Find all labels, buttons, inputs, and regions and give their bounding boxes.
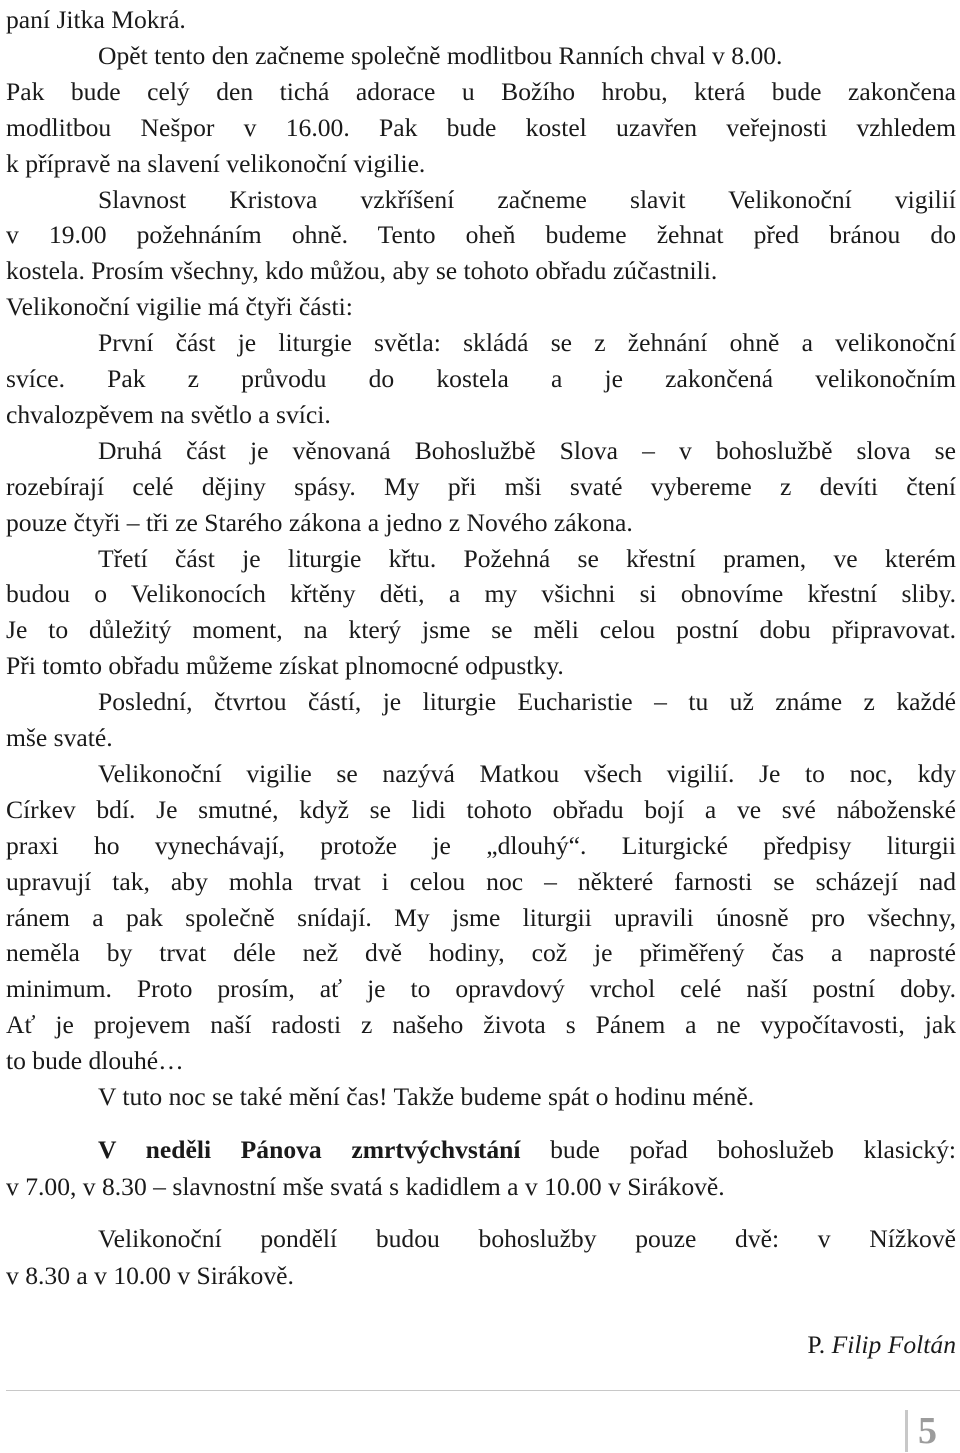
signature-name: Filip Foltán <box>831 1330 956 1359</box>
text-line: Velikonoční vigilie má čtyři části: <box>6 292 353 322</box>
text-line: mše svaté. <box>6 723 113 752</box>
text-line: Církev bdí. Je smutné, když se lidi tohoto obřadu bojí a ve své náboženské <box>6 794 956 824</box>
text-line: minimum. Proto prosím, ať je to opravdový vrchol celé naší postní doby. <box>6 974 956 1004</box>
text-line: Slavnost Kristova vzkříšení začneme slavit Velikonoční vigilií <box>98 184 956 214</box>
text-line: v 19.00 požehnáním ohně. Tento oheň budeme žehnat před bránou do <box>6 220 956 250</box>
sunday-line-1 <box>98 1135 956 1165</box>
text-line: kostela. Prosím všechny, kdo můžou, aby se tohoto obřadu zúčastnili. <box>6 256 718 286</box>
signature-prefix: P. <box>807 1330 832 1359</box>
text-line: Opět tento den začneme společně modlitbou Ranních chval v 8.00. <box>98 40 783 70</box>
monday-line-2: v 8.30 a v 10.00 v Sirákově. <box>6 1261 294 1290</box>
text-line: Druhá část je věnovaná Bohoslužbě Slova – v bohoslužbě slova se <box>98 435 956 465</box>
text-line: svíce. Pak z průvodu do kostela a je zakončená velikonočním <box>6 364 956 393</box>
text-line: chvalozpěvem na světlo a svíci. <box>6 399 331 429</box>
text-line: Při tomto obřadu můžeme získat plnomocné odpustky. <box>6 651 564 681</box>
text-line: to bude dlouhé… <box>6 1046 184 1076</box>
text-line: Velikonoční vigilie se nazývá Matkou všech vigilií. Je to noc, kdy <box>98 758 956 788</box>
sunday-heading-rest: bude pořad bohoslužeb klasický: <box>520 1135 956 1164</box>
text-line: První část je liturgie světla: skládá se z žehnání ohně a velikonoční <box>98 328 956 358</box>
text-line: Poslední, čtvrtou částí, je liturgie Eucharistie – tu už známe z každé <box>98 687 956 717</box>
text-line: k přípravě na slavení velikonoční vigilie. <box>6 148 426 178</box>
text-line: Třetí část je liturgie křtu. Požehná se křestní pramen, ve kterém <box>98 543 956 573</box>
text-line: rozebírají celé dějiny spásy. My při mši svaté vybereme z devíti čtení <box>6 471 956 501</box>
sunday-line-2: v 7.00, v 8.30 – slavnostní mše svatá s kadidlem a v 10.00 v Sirákově. <box>6 1172 725 1201</box>
footer-divider <box>6 1390 960 1391</box>
text-line: praxi ho vynechávají, protože je „dlouhý“. Liturgické předpisy liturgii <box>6 830 956 860</box>
text-line: Je to důležitý moment, na který jsme se měli celou postní dobu připravovat. <box>6 615 956 645</box>
sunday-heading: V neděli Pánova zmrtvýchvstání <box>98 1135 521 1164</box>
text-line: modlitbou Nešpor v 16.00. Pak bude kostel uzavřen veřejnosti vzhledem <box>6 112 956 142</box>
monday-line-1: Velikonoční pondělí budou bohoslužby pouze dvě: v Nížkově <box>98 1224 956 1253</box>
signature <box>6 1330 956 1360</box>
text-line: ránem a pak společně snídají. My jsme liturgii upravili únosně pro všechny, <box>6 902 956 932</box>
text-line: paní Jitka Mokrá. <box>6 5 186 34</box>
text-line: neměla by trvat déle než dvě hodiny, což je přiměřený čas a naprosté <box>6 938 956 968</box>
text-line: budou o Velikonocích křtěny děti, a my všichni si obnovíme křestní sliby. <box>6 579 956 609</box>
text-line: Pak bude celý den tichá adorace u Božího hrobu, která bude zakončena <box>6 76 956 106</box>
text-line: V tuto noc se také mění čas! Takže budeme spát o hodinu méně. <box>98 1082 755 1111</box>
page-number: 5 <box>905 1410 960 1452</box>
text-line: upravují tak, aby mohla trvat i celou noc – některé farnosti se scházejí nad <box>6 866 956 896</box>
text-line: pouze čtyři – tři ze Starého zákona a jedno z Nového zákona. <box>6 507 633 537</box>
text-line: Ať je projevem naší radosti z našeho života s Pánem a ne vypočítavosti, jak <box>6 1010 956 1040</box>
